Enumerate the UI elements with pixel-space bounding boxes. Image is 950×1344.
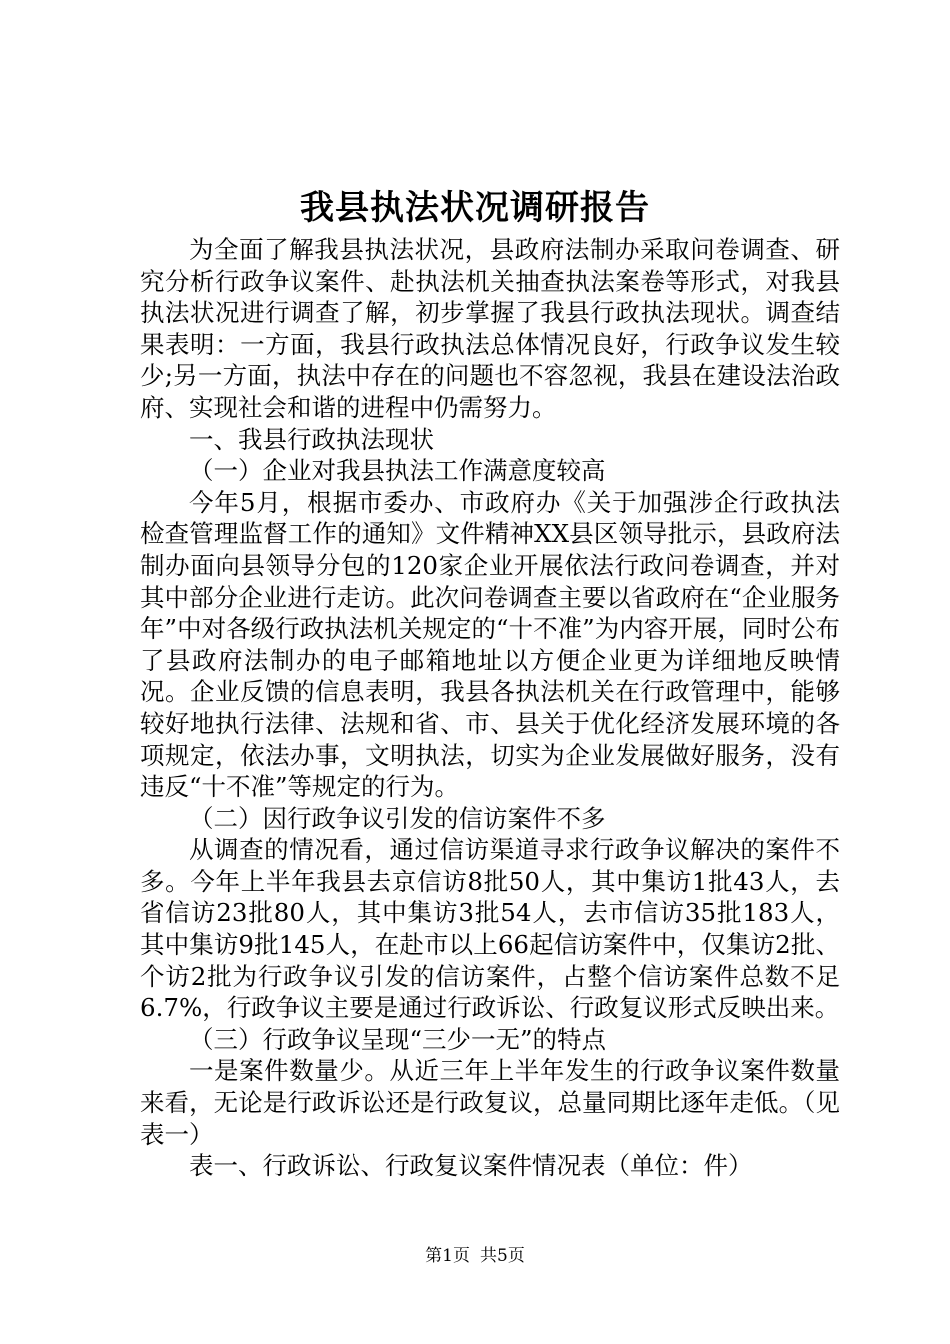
subsection-heading-3: （三）行政争议呈现“三少一无”的特点 — [189, 1024, 607, 1054]
subsection-heading-1: （一）企业对我县执法工作满意度较高 — [189, 456, 606, 486]
document-body — [140, 234, 840, 1182]
intro-paragraph: 为全面了解我县执法状况，县政府法制办采取问卷调查、研究分析行政争议案件、赴执法机关抽查执法案卷等形式，对我县执法状况进行调查了解，初步掌握了我县行政执法现状。调查结果表明：一方面，我县行政执法总体情况良好，行政争议发生较少;另一方面，执法中存在的问题也不容忽视，我县在建设法治政府、实现社会和谐的进程中仍需努力。 — [140, 235, 840, 422]
table-caption: 表一、行政诉讼、行政复议案件情况表（单位：件） — [189, 1151, 753, 1181]
body-paragraph: 一是案件数量少。从近三年上半年发生的行政争议案件数量来看，无论是行政诉讼还是行政复议，总量同期比逐年走低。（见表一） — [140, 1056, 840, 1149]
section-heading-1: 一、我县行政执法现状 — [189, 424, 434, 454]
document-title: 我县执法状况调研报告 — [300, 188, 650, 228]
body-paragraph: 从调查的情况看，通过信访渠道寻求行政争议解决的案件不多。今年上半年我县去京信访8批50人，其中集访1批43人，去省信访23批80人，其中集访3批54人，去市信访35批183人，其中集访9批145人，在赴市以上66起信访案件中，仅集访2批、个访2批为行政争议引发的信访案件，占整个信访案件总数不足6.7%，行政争议主要是通过行政诉讼、行政复议形式反映出来。 — [140, 835, 840, 1023]
page-footer — [0, 1244, 950, 1268]
page-number: 第1页 — [425, 1246, 470, 1266]
body-paragraph: 今年5月，根据市委办、市政府办《关于加强涉企行政执法检查管理监督工作的通知》文件精神XX县区领导批示，县政府法制办面向县领导分包的120家企业开展依法行政问卷调查，并对其中部分企业进行走访。此次问卷调查主要以省政府在“企业服务年”中对各级行政执法机关规定的“十不准”为内容开展，同时公布了县政府法制办的电子邮箱地址以方便企业更为详细地反映情况。企业反馈的信息表明，我县各执法机关在行政管理中，能够较好地执行法律、法规和省、市、县关于优化经济发展环境的各项规定，依法办事，文明执法，切实为企业发展做好服务，没有违反“十不准”等规定的行为。 — [140, 487, 840, 802]
page-total: 共5页 — [480, 1246, 525, 1266]
subsection-heading-2: （二）因行政争议引发的信访案件不多 — [189, 803, 606, 833]
